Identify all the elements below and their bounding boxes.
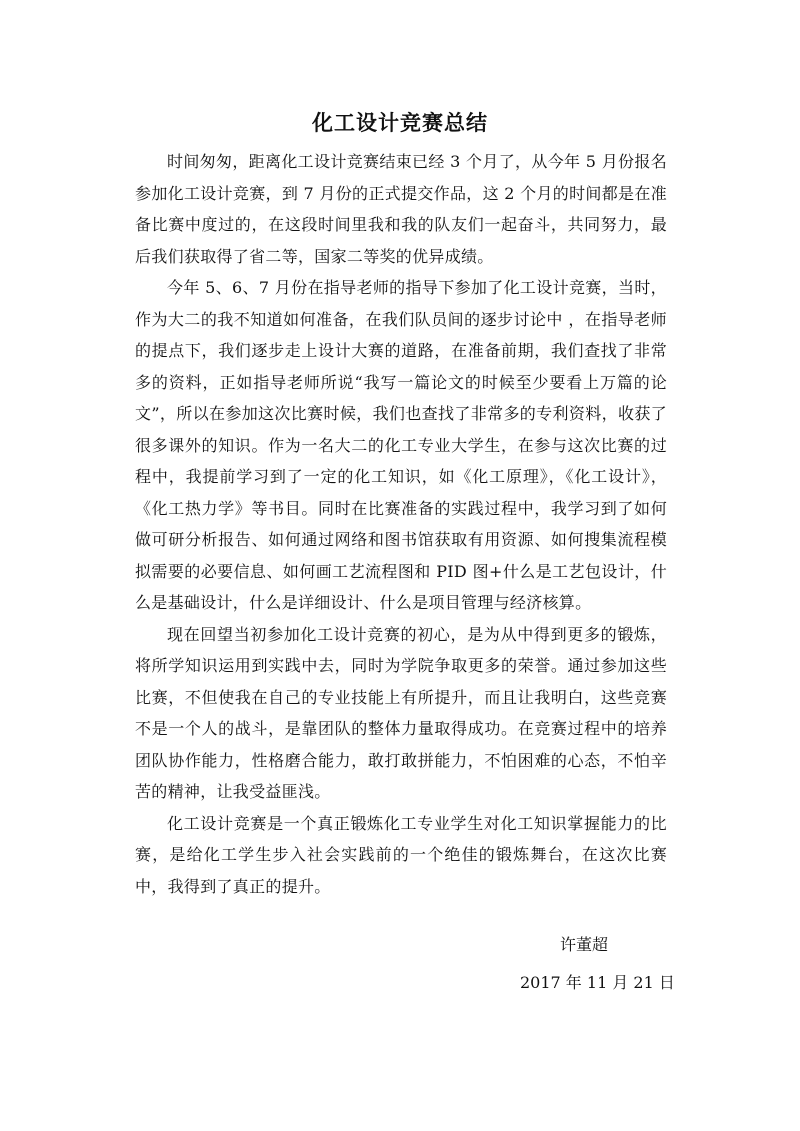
- paragraph-1: 时间匆匆，距离化工设计竞赛结束已经 3 个月了，从今年 5 月份报名参加化工设计竞赛，到 7 月份的正式提交作品，这 2 个月的时间都是在准备比赛中度过的，在这段时间里我和我的队友们一起奋斗，共同努力，最后我们获取得了省二等，国家二等奖的优异成绩。: [135, 152, 667, 266]
- signature-name: 许董超: [560, 935, 609, 954]
- signature-date: 2017 年 11 月 21 日: [520, 973, 675, 992]
- paragraph-3: 现在回望当初参加化工设计竞赛的初心，是为从中得到更多的锻炼，将所学知识运用到实践中去，同时为学院争取更多的荣誉。通过参加这些比赛，不但使我在自己的专业技能上有所提升，而且让我明白，这些竞赛不是一个人的战斗，是靠团队的整体力量取得成功。在竞赛过程中的培养团队协作能力，性格磨合能力，敢打敢拼能力，不怕困难的心态，不怕辛苦的精神，让我受益匪浅。: [135, 624, 667, 801]
- document-body: [135, 146, 667, 902]
- paragraph-4: 化工设计竞赛是一个真正锻炼化工专业学生对化工知识掌握能力的比赛，是给化工学生步入社会实践前的一个绝佳的锻炼舞台，在这次比赛中，我得到了真正的提升。: [135, 813, 667, 896]
- paragraph-2: 今年 5、6、7 月份在指导老师的指导下参加了化工设计竞赛，当时，作为大二的我不知道如何准备，在我们队员间的逐步讨论中 ，在指导老师的提点下，我们逐步走上设计大赛的道路，在准备前期，我们查找了非常多的资料，正如指导老师所说“我写一篇论文的时候至少要看上万篇的论文”，所以在参加这次比赛时候，我们也查找了非常多的专利资料，收获了很多课外的知识。作为一名大二的化工专业大学生，在参与这次比赛的过程中，我提前学习到了一定的化工知识，如《化工原理》，《化工设计》，《化工热力学》等书目。同时在比赛准备的实践过程中，我学习到了如何做可研分析报告、如何通过网络和图书馆获取有用资源、如何搜集流程模拟需要的必要信息、如何画工艺流程图和 PID 图+什么是工艺包设计，什么是基础设计，什么是详细设计、什么是项目管理与经济核算。: [135, 278, 667, 612]
- document-title: 化工设计竞赛总结: [312, 110, 488, 135]
